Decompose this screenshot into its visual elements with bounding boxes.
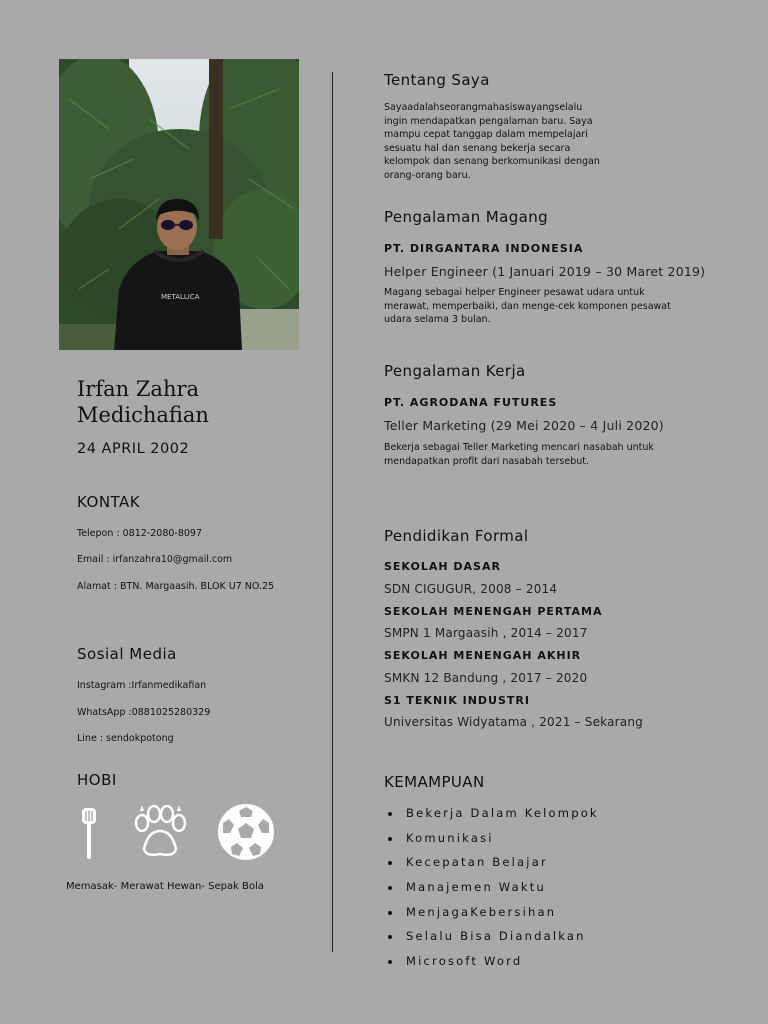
social-whatsapp: WhatsApp :0881025280329	[77, 707, 211, 718]
skill-item	[384, 880, 599, 905]
name-line-1: Irfan Zahra	[77, 377, 200, 401]
education-level: SEKOLAH MENENGAH PERTAMA	[384, 605, 603, 618]
internship-role: Helper Engineer (1 Januari 2019 – 30 Maret 2019)	[384, 264, 706, 279]
education-level: SEKOLAH DASAR	[384, 560, 501, 573]
education-heading: Pendidikan Formal	[384, 527, 529, 545]
paw-icon	[130, 805, 190, 861]
skill-label: Microsoft Word	[406, 954, 523, 969]
education-detail: Universitas Widyatama , 2021 – Sekarang	[384, 715, 643, 729]
bullet-icon	[388, 935, 392, 939]
bullet-icon	[388, 812, 392, 816]
internship-line: merawat, memperbaiki, dan menge-cek komponen pesawat	[384, 300, 671, 312]
education-detail: SMKN 12 Bandung , 2017 – 2020	[384, 671, 588, 685]
work-description	[384, 441, 684, 468]
work-line: mendapatkan profit dari nasabah tersebut.	[384, 455, 590, 467]
about-line: mampu cepat tanggap dalam mempelajari	[384, 129, 588, 140]
skill-item	[384, 855, 599, 880]
contact-email: Email : irfanzahra10@gmail.com	[77, 554, 233, 565]
hobby-heading: HOBI	[77, 771, 117, 789]
education-detail: SMPN 1 Margaasih , 2014 – 2017	[384, 626, 588, 640]
soccer-ball-icon	[217, 803, 275, 861]
contact-phone: Telepon : 0812-2080-8097	[77, 528, 203, 539]
about-line: orang-orang baru.	[384, 169, 471, 181]
spatula-icon	[78, 806, 100, 862]
about-line: Sayaadalahseorangmahasiswayangselalu	[384, 102, 583, 113]
skill-item	[384, 905, 599, 930]
internship-company: PT. DIRGANTARA INDONESIA	[384, 242, 584, 255]
full-name	[77, 376, 209, 428]
internship-line: udara selama 3 bulan.	[384, 314, 491, 325]
column-divider	[332, 72, 333, 952]
skills-heading: KEMAMPUAN	[384, 773, 485, 791]
profile-photo	[59, 59, 299, 350]
contact-address: Alamat : BTN. Margaasih. BLOK U7 NO.25	[77, 581, 275, 592]
skill-item	[384, 954, 599, 979]
skill-label: MenjagaKebersihan	[406, 904, 557, 919]
skill-label: Manajemen Waktu	[406, 880, 546, 895]
about-text	[384, 101, 634, 182]
social-heading: Sosial Media	[77, 645, 177, 663]
work-company: PT. AGRODANA FUTURES	[384, 396, 558, 409]
about-line: ingin mendapatkan pengalaman baru. Saya	[384, 115, 593, 127]
skill-item	[384, 831, 599, 856]
skill-label: Kecepatan Belajar	[406, 855, 548, 870]
name-line-2: Medichafian	[77, 403, 209, 427]
social-instagram: Instagram :Irfanmedikafian	[77, 680, 207, 691]
skills-list	[384, 806, 599, 979]
bullet-icon	[388, 886, 392, 890]
skill-label: Bekerja Dalam Kelompok	[406, 806, 599, 820]
work-role: Teller Marketing (29 Mei 2020 – 4 Juli 2020)	[384, 418, 664, 433]
bullet-icon	[388, 861, 392, 865]
svg-text:METALLICA: METALLICA	[161, 293, 200, 301]
work-line: Bekerja sebagai Teller Marketing mencari nasabah untuk	[384, 442, 654, 453]
about-line: kelompok dan senang berkomunikasi dengan	[384, 156, 600, 167]
date-of-birth: 24 APRIL 2002	[77, 441, 190, 457]
bullet-icon	[388, 911, 392, 915]
education-level: S1 TEKNIK INDUSTRI	[384, 694, 530, 707]
skill-item	[384, 929, 599, 954]
education-level: SEKOLAH MENENGAH AKHIR	[384, 649, 582, 662]
contact-heading: KONTAK	[77, 493, 141, 511]
skill-item	[384, 806, 599, 831]
education-detail: SDN CIGUGUR, 2008 – 2014	[384, 582, 558, 596]
skill-label: Komunikasi	[406, 830, 494, 845]
internship-heading: Pengalaman Magang	[384, 208, 549, 226]
hobby-caption: Memasak- Merawat Hewan- Sepak Bola	[66, 881, 264, 892]
work-heading: Pengalaman Kerja	[384, 362, 526, 380]
internship-description	[384, 286, 684, 327]
about-heading: Tentang Saya	[384, 71, 490, 89]
about-line: sesuatu hal dan senang bekerja secara	[384, 142, 571, 154]
social-line: Line : sendokpotong	[77, 733, 174, 744]
bullet-icon	[388, 960, 392, 964]
internship-line: Magang sebagai helper Engineer pesawat udara untuk	[384, 287, 645, 298]
skill-label: Selalu Bisa Diandalkan	[406, 929, 586, 944]
bullet-icon	[388, 837, 392, 841]
